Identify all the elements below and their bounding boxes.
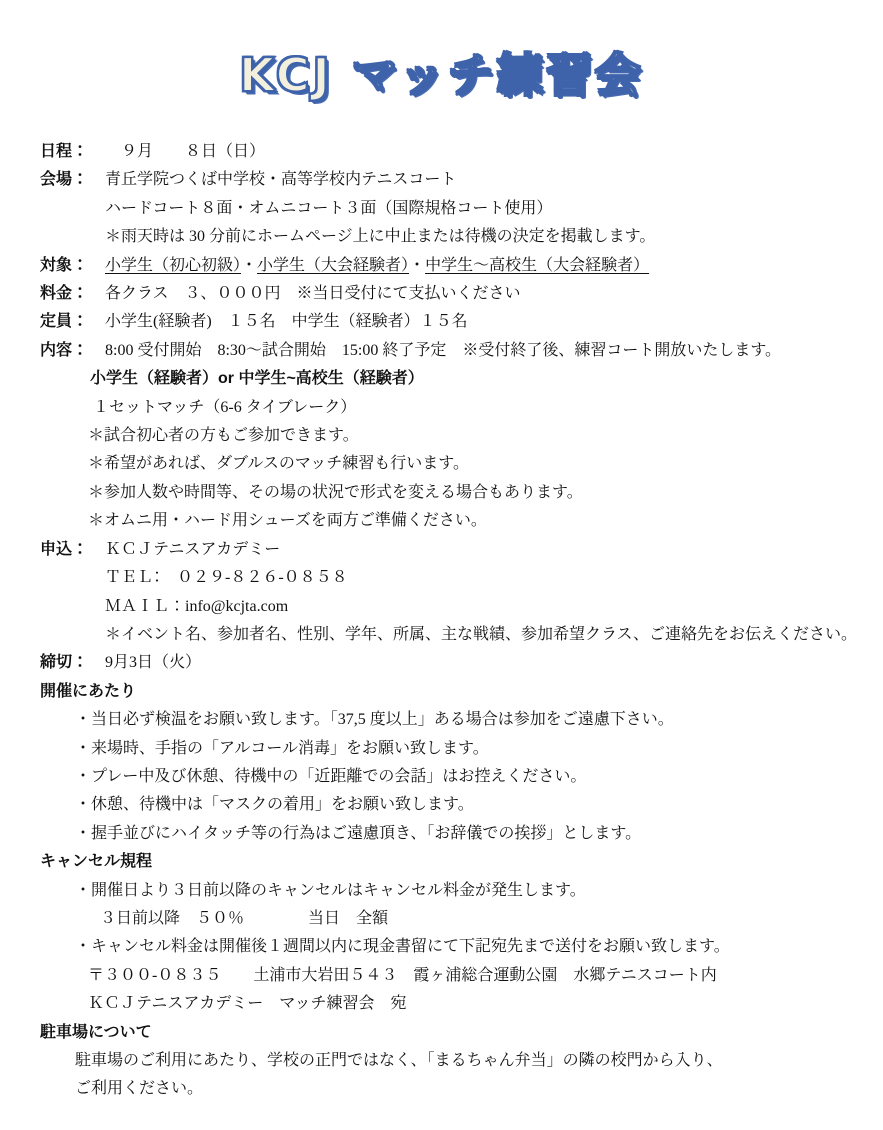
cancellation-fee-detail: ３日前以降 ５０％ 当日 全額 [100, 909, 389, 927]
page-title: KCJ マッチ練習会 [239, 48, 644, 102]
target-separator: ・ [241, 256, 258, 274]
target-segment: 中学生～高校生（大会経験者） [425, 256, 650, 274]
parking-header: 駐車場について [40, 1023, 152, 1041]
venue-rain-note: ＊雨天時は 30 分前にホームページ上に中止または待機の決定を掲載します。 [105, 228, 656, 246]
capacity-row [0, 308, 883, 336]
content-row [0, 337, 883, 365]
deadline-label: 締切： [40, 654, 89, 672]
schedule-row [0, 138, 883, 166]
content-value: 8:00 受付開始 8:30～試合開始 15:00 終了予定 ※受付終了後、練習コート開放いたします。 [105, 341, 782, 359]
parking-line: 駐車場のご利用にあたり、学校の正門ではなく、「まるちゃん弁当」の隣の校門から入り、 [75, 1052, 723, 1069]
content-label: 内容： [40, 341, 89, 359]
precautions-header: 開催にあたり [40, 682, 137, 700]
content-note: ＊試合初心者の方もご参加できます。 [88, 427, 359, 445]
venue-label: 会場： [40, 171, 89, 189]
fee-label: 料金： [40, 285, 89, 303]
fee-row [0, 280, 883, 308]
venue-row [0, 166, 883, 194]
cancellation-header: キャンセル規程 [40, 853, 153, 871]
application-label: 申込： [40, 540, 89, 558]
application-tel: ＴＥＬ： ０２９‐８２６‐０８５８ [105, 569, 348, 587]
content-note: ＊希望があれば、ダブルスのマッチ練習も行います。 [88, 455, 469, 473]
cancellation-address: 〒３００‐０８３５ 土浦市大岩田５４３ 霞ヶ浦総合運動公園 水郷テニスコート内 [88, 966, 717, 984]
precaution-item: ・当日必ず検温をお願い致します。「37,5 度以上」ある場合は参加をご遠慮下さい。 [75, 711, 674, 729]
target-row [0, 252, 883, 280]
precaution-item: ・休憩、待機中は「マスクの着用」をお願い致します。 [75, 796, 474, 814]
target-separator: ・ [409, 256, 426, 274]
capacity-label: 定員： [40, 313, 89, 331]
schedule-label: 日程： [40, 143, 89, 160]
deadline-row [0, 649, 883, 677]
deadline-value: 9月3日（火） [105, 654, 202, 672]
precaution-item: ・プレー中及び休憩、待機中の「近距離での会話」はお控えください。 [75, 767, 587, 785]
class-header: 小学生（経験者）or 中学生~高校生（経験者） [90, 370, 424, 388]
target-label: 対象： [40, 256, 89, 274]
precaution-item: ・来場時、手指の「アルコール消毒」をお願い致します。 [75, 739, 489, 757]
cancellation-addressee: ＫＣＪテニスアカデミー マッチ練習会 宛 [88, 995, 407, 1013]
target-segment: 小学生（初心初級） [105, 256, 242, 274]
flyer-body [0, 138, 883, 1104]
content-note: ＊参加人数や時間等、その場の状況で形式を変える場合もあります。 [88, 483, 583, 501]
cancellation-rule: ・開催日より３日前以降のキャンセルはキャンセル料金が発生します。 [75, 881, 586, 899]
match-format-line: １セットマッチ（6-6 タイブレーク） [93, 398, 357, 416]
content-note: ＊オムニ用・ハード用シューズを両方ご準備ください。 [88, 512, 487, 530]
capacity-value: 小学生(経験者) １５名 中学生（経験者）１５名 [105, 313, 468, 331]
application-note: ＊イベント名、参加者名、性別、学年、所属、主な戦績、参加希望クラス、ご連絡先をお伝えください。 [105, 625, 858, 643]
cancellation-payment: ・キャンセル料金は開催後１週間以内に現金書留にて下記宛先まで送付をお願い致します。 [75, 938, 730, 956]
application-org: ＫＣＪテニスアカデミー [105, 540, 281, 558]
fee-value: 各クラス ３、０００円 ※当日受付にて支払いください [105, 285, 521, 303]
parking-line: ご利用ください。 [75, 1080, 204, 1098]
target-segment: 小学生（大会経験者） [257, 256, 410, 274]
precaution-item: ・握手並びにハイタッチ等の行為はご遠慮頂き、「お辞儀での挨拶」とします。 [75, 824, 642, 842]
schedule-value: ９月 ８日（日） [105, 143, 266, 160]
venue-courts-line: ハードコート８面・オムニコート３面（国際規格コート使用） [105, 199, 553, 217]
venue-value: 青丘学院つくば中学校・高等学校内テニスコート [105, 171, 457, 189]
application-row [0, 536, 883, 564]
application-mail: ＭＡＩＬ：info@kcjta.com [105, 597, 289, 615]
